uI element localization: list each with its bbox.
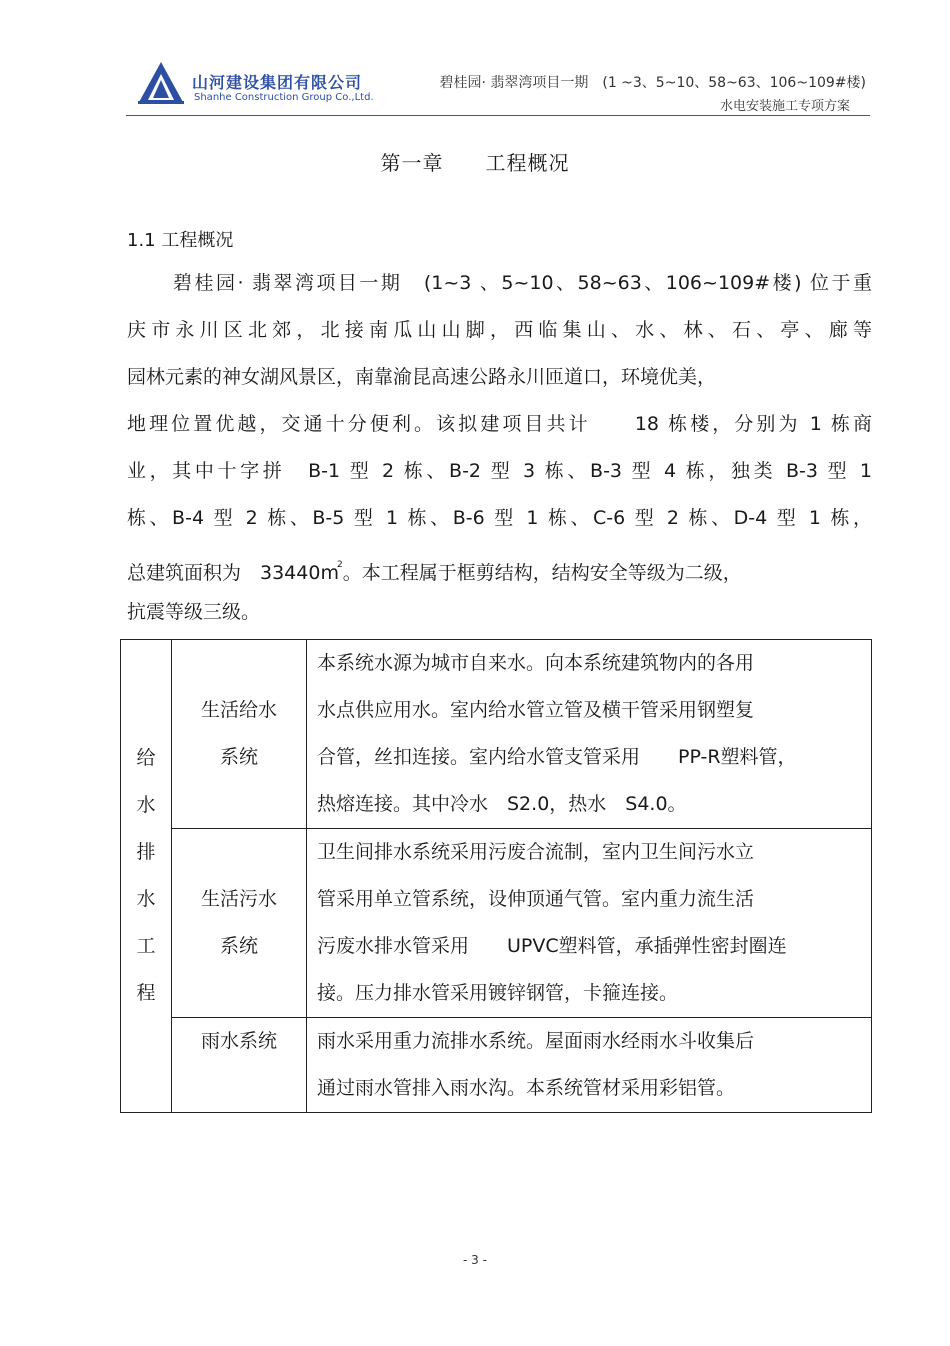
company-name-en: Shanhe Construction Group Co.,Ltd. bbox=[194, 92, 374, 103]
category-char: 水 bbox=[136, 794, 156, 816]
water-system-table bbox=[120, 639, 872, 1113]
paragraph-line-area bbox=[127, 542, 872, 589]
paragraph-line: 抗震等级三级。 bbox=[127, 601, 261, 623]
document-title: 水电安装施工专项方案 bbox=[719, 99, 850, 114]
header-divider bbox=[126, 115, 870, 116]
system-name-cell bbox=[172, 1018, 307, 1113]
category-char: 排 bbox=[136, 841, 156, 863]
paragraph-line: 栋、B-4 型 2 栋、B-5 型 1 栋、B-6 型 1 栋、C-6 型 2 栋、D-4 型 1 栋， bbox=[127, 507, 872, 529]
category-char: 工 bbox=[136, 935, 156, 957]
overview-paragraph bbox=[127, 260, 872, 636]
system-description-cell bbox=[307, 1018, 872, 1113]
paragraph-line: 碧桂园· 翡翠湾项目一期 (1~3 、5~10、58~63、106~109#楼) 位于重 bbox=[173, 272, 872, 294]
total-area-text: 总建筑面积为 33440m bbox=[127, 562, 339, 584]
system-name: 系统 bbox=[219, 935, 258, 957]
section-title: 1.1 工程概况 bbox=[127, 230, 234, 251]
table-row bbox=[121, 640, 872, 829]
page-number: - 3 - bbox=[463, 1253, 487, 1267]
system-name-cell bbox=[172, 640, 307, 829]
category-char: 给 bbox=[136, 747, 156, 769]
page-header bbox=[0, 0, 950, 120]
system-name-cell bbox=[172, 829, 307, 1018]
description-line: 合管，丝扣连接。室内给水管支管采用 PP-R塑料管， bbox=[317, 746, 797, 768]
area-superscript: 2 bbox=[336, 560, 343, 570]
description-line: 水点供应用水。室内给水管立管及横干管采用钢塑复 bbox=[317, 699, 755, 721]
system-description-cell bbox=[307, 829, 872, 1018]
description-line: 污废水排水管采用 UPVC塑料管，承插弹性密封圈连 bbox=[317, 935, 787, 957]
system-name: 系统 bbox=[219, 746, 258, 768]
paragraph-line: 地理位置优越，交通十分便利。该拟建项目共计 18 栋楼，分别为 1 栋商 bbox=[127, 413, 872, 435]
company-name-cn: 山河建设集团有限公司 bbox=[192, 73, 363, 92]
paragraph-line: 庆市永川区北郊，北接南瓜山山脚，西临集山、水、林、石、亭、廊等 bbox=[127, 319, 872, 341]
description-line: 本系统水源为城市自来水。向本系统建筑物内的各用 bbox=[317, 652, 755, 674]
structure-text: 。本工程属于框剪结构，结构安全等级为二级， bbox=[342, 562, 742, 584]
description-line: 雨水采用重力流排水系统。屋面雨水经雨水斗收集后 bbox=[317, 1030, 755, 1052]
system-name: 生活污水 bbox=[200, 888, 277, 910]
chapter-title: 第一章 工程概况 bbox=[380, 151, 570, 175]
paragraph-line: 园林元素的神女湖风景区，南靠渝昆高速公路永川匝道口，环境优美， bbox=[127, 366, 717, 388]
description-line: 管采用单立管系统，设伸顶通气管。室内重力流生活 bbox=[317, 888, 755, 910]
system-name: 生活给水 bbox=[200, 699, 277, 721]
table-row bbox=[121, 829, 872, 1018]
company-logo-icon bbox=[136, 60, 186, 106]
description-line: 热熔连接。其中冷水 S2.0，热水 S4.0。 bbox=[317, 793, 687, 815]
category-char: 水 bbox=[136, 888, 156, 910]
main-category-cell bbox=[121, 640, 172, 1113]
project-name: 碧桂园· 翡翠湾项目一期 (1 ~3、5~10、58~63、106~109#楼) bbox=[439, 75, 866, 91]
description-line: 卫生间排水系统采用污废合流制，室内卫生间污水立 bbox=[317, 841, 755, 863]
description-line: 接。压力排水管采用镀锌钢管，卡箍连接。 bbox=[317, 982, 679, 1004]
category-char: 程 bbox=[136, 982, 156, 1004]
paragraph-line: 业，其中十字拼 B-1 型 2 栋、B-2 型 3 栋、B-3 型 4 栋，独类 B-3 型 1 bbox=[127, 460, 872, 482]
description-line: 通过雨水管排入雨水沟。本系统管材采用彩铝管。 bbox=[317, 1077, 736, 1099]
system-name: 雨水系统 bbox=[200, 1030, 277, 1052]
table-row bbox=[121, 1018, 872, 1113]
system-description-cell bbox=[307, 640, 872, 829]
